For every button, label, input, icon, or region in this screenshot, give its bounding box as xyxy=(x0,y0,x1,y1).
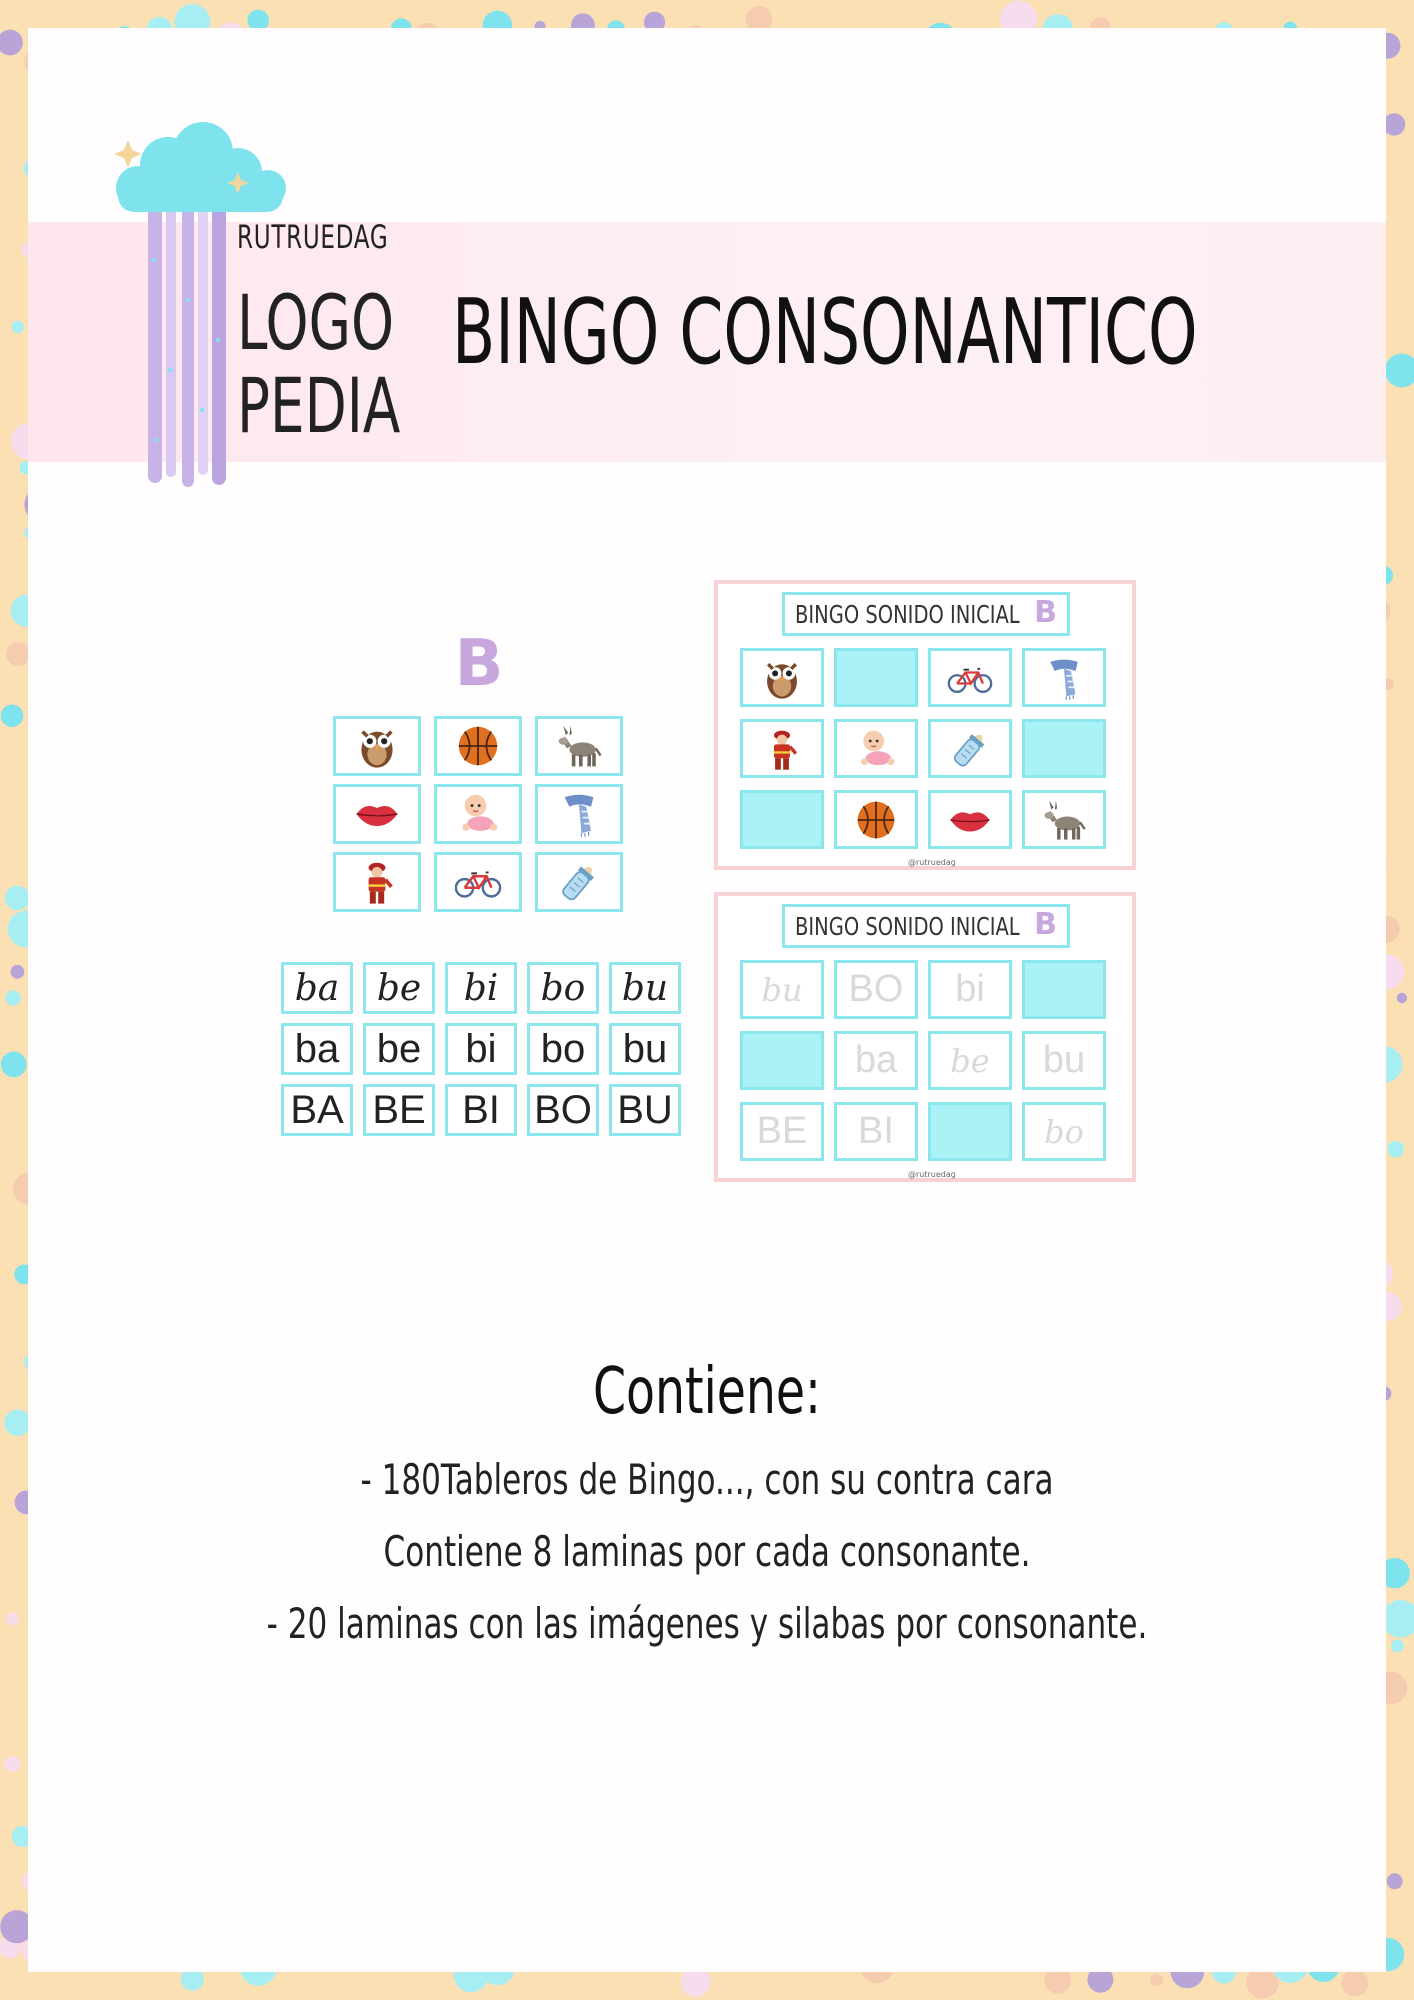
picture-tile xyxy=(928,648,1012,707)
syllable-text: bu xyxy=(761,970,803,1009)
picture-tile xyxy=(434,784,522,844)
syllable-tile-upper: BE xyxy=(363,1084,435,1136)
baby-icon xyxy=(853,726,899,772)
picture-tile xyxy=(434,716,522,776)
syllable-text: bo xyxy=(1044,1112,1084,1151)
blank-tile xyxy=(740,790,824,849)
syllable-text: ba xyxy=(854,1039,898,1081)
picture-tile xyxy=(928,790,1012,849)
bingo-card-syllables xyxy=(714,892,1136,1182)
letter-heading: B xyxy=(454,627,504,701)
basketball-icon xyxy=(853,797,899,843)
baby-icon xyxy=(454,790,502,838)
syllable-tile xyxy=(1022,1102,1106,1161)
owl-icon xyxy=(759,655,805,701)
picture-tile xyxy=(1022,648,1106,707)
syllable-tile-cursive: bi xyxy=(445,962,517,1014)
syllable-tile-lower: be xyxy=(363,1023,435,1075)
bicycle-icon xyxy=(947,655,993,701)
picture-tile xyxy=(740,648,824,707)
contains-line-2: Contiene 8 laminas por cada consonante. xyxy=(383,1527,1031,1576)
firefighter-icon xyxy=(759,726,805,772)
syllable-text: bi xyxy=(955,968,985,1010)
syllable-tile xyxy=(740,1102,824,1161)
syllable-tile-lower: ba xyxy=(281,1023,353,1075)
card-header xyxy=(782,592,1070,636)
syllable-tile-upper: BA xyxy=(281,1084,353,1136)
donkey-icon xyxy=(555,722,603,770)
syllable-tile-upper: BI xyxy=(445,1084,517,1136)
contains-line-1: - 180Tableros de Bingo..., con su contra cara xyxy=(360,1455,1054,1504)
firefighter-icon xyxy=(353,858,401,906)
brand-logo-line2: PEDIA xyxy=(237,361,401,450)
card-header xyxy=(782,904,1070,948)
lips-icon xyxy=(947,797,993,843)
scarf-icon xyxy=(555,790,603,838)
syllable-tile-lower: bi xyxy=(445,1023,517,1075)
picture-tile xyxy=(333,784,421,844)
syllable-tile-cursive: bu xyxy=(609,962,681,1014)
brand-name: RUTRUEDAG xyxy=(237,218,389,256)
syllable-text: BO xyxy=(848,968,904,1010)
card-credit: @rutruedag xyxy=(908,858,956,867)
syllable-tile-lower: bu xyxy=(609,1023,681,1075)
card-header-letter: B xyxy=(1034,907,1057,942)
syllable-tile-cursive: ba xyxy=(281,962,353,1014)
syllable-text: bu xyxy=(1042,1039,1086,1081)
baby-bottle-icon xyxy=(947,726,993,772)
card-credit: @rutruedag xyxy=(908,1170,956,1179)
picture-tile xyxy=(535,784,623,844)
syllable-tile-cursive: bo xyxy=(527,962,599,1014)
card-header-text: BINGO SONIDO INICIAL xyxy=(795,911,1020,941)
blank-tile xyxy=(928,1102,1012,1161)
bicycle-icon xyxy=(454,858,502,906)
picture-tile xyxy=(834,790,918,849)
picture-tile xyxy=(333,716,421,776)
bingo-card-pictures xyxy=(714,580,1136,870)
picture-tile xyxy=(535,852,623,912)
picture-tile xyxy=(834,719,918,778)
baby-bottle-icon xyxy=(555,858,603,906)
contains-heading: Contiene: xyxy=(592,1355,822,1429)
page-title: BINGO CONSONANTICO xyxy=(452,280,1198,385)
owl-icon xyxy=(353,722,401,770)
picture-tile xyxy=(333,852,421,912)
syllable-tile-lower: bo xyxy=(527,1023,599,1075)
syllable-tile xyxy=(834,960,918,1019)
card-header-text: BINGO SONIDO INICIAL xyxy=(795,599,1020,629)
donkey-icon xyxy=(1041,797,1087,843)
picture-tile xyxy=(740,719,824,778)
syllable-tile-upper: BO xyxy=(527,1084,599,1136)
blank-tile xyxy=(1022,719,1106,778)
picture-tile xyxy=(434,852,522,912)
lips-icon xyxy=(353,790,401,838)
contains-line-3: - 20 laminas con las imágenes y silabas por consonante. xyxy=(266,1599,1148,1648)
syllable-text: BI xyxy=(858,1110,894,1152)
syllable-text: be xyxy=(950,1041,990,1080)
blank-tile xyxy=(740,1031,824,1090)
syllable-tile-cursive: be xyxy=(363,962,435,1014)
blank-tile xyxy=(1022,960,1106,1019)
basketball-icon xyxy=(454,722,502,770)
syllable-text: BE xyxy=(756,1110,808,1152)
blank-tile xyxy=(834,648,918,707)
syllable-tile xyxy=(834,1102,918,1161)
syllable-tile xyxy=(1022,1031,1106,1090)
syllable-tile xyxy=(928,1031,1012,1090)
picture-tile xyxy=(928,719,1012,778)
picture-tile xyxy=(535,716,623,776)
card-header-letter: B xyxy=(1034,595,1057,630)
picture-tile xyxy=(1022,790,1106,849)
brand-logo-line1: LOGO xyxy=(237,278,395,367)
syllable-tile xyxy=(928,960,1012,1019)
syllable-tile xyxy=(834,1031,918,1090)
syllable-tile xyxy=(740,960,824,1019)
syllable-tile-upper: BU xyxy=(609,1084,681,1136)
scarf-icon xyxy=(1041,655,1087,701)
